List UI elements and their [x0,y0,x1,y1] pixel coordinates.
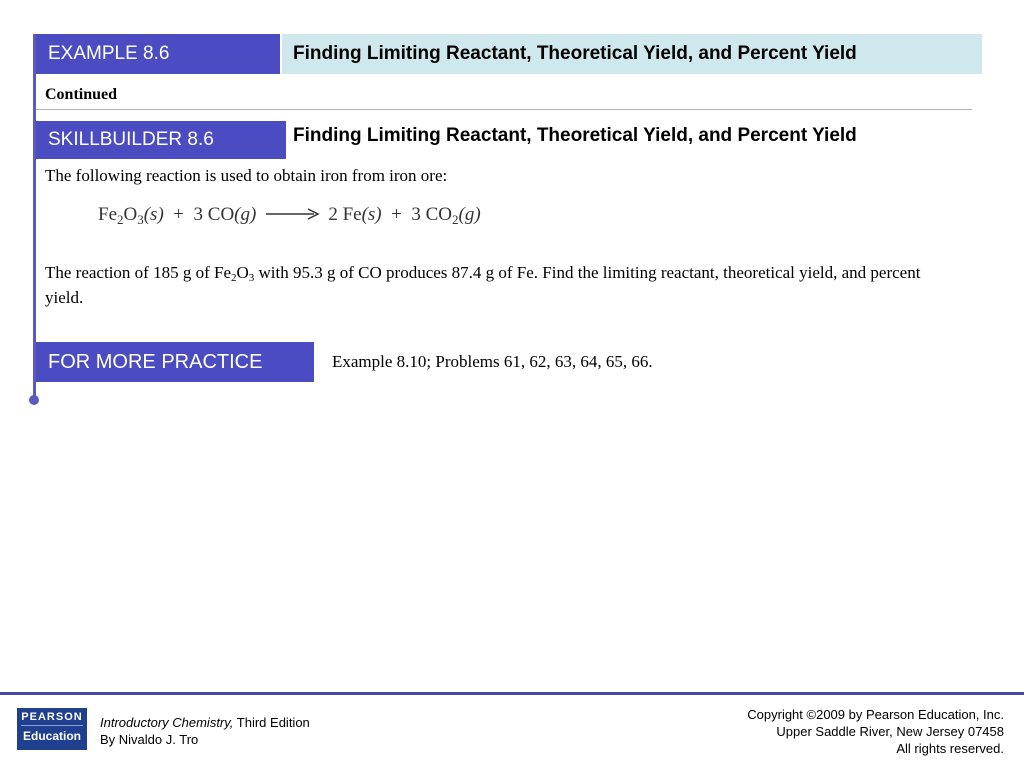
book-edition: Third Edition [233,715,310,730]
example-label: EXAMPLE 8.6 [36,34,280,74]
book-author: By Nivaldo J. Tro [100,732,199,747]
intro-text: The following reaction is used to obtain iron from iron ore: [45,166,448,185]
reactant-2: 3 CO(g) [193,204,257,225]
pearson-logo: PEARSON Education [17,708,87,750]
book-info [100,714,310,748]
skillbuilder-title: Finding Limiting Reactant, Theoretical Yield, and Percent Yield [293,125,857,146]
product-2: 3 $CO_2(g)$ [411,204,481,227]
example-title: Finding Limiting Reactant, Theoretical Yield, and Percent Yield [282,34,982,74]
for-more-practice-label: FOR MORE PRACTICE [36,342,314,382]
skillbuilder-label: SKILLBUILDER 8.6 [36,121,286,159]
plus-sign: + [173,204,185,225]
problem-text: The reaction of 185 g of $Fe_2O_3$ with 95.3 g of CO produces 87.4 g of Fe. Find the limiting reactant, theoretical yield, and percent yield. [45,263,921,307]
reaction-arrow-icon [264,204,320,216]
plus-sign: + [391,204,402,225]
product-1: 2 Fe(s) [328,204,382,225]
reactant-1: $Fe_2O_3(s)$ [98,204,164,227]
for-more-practice-text: Example 8.10; Problems 61, 62, 63, 64, 65, 66. [332,352,653,371]
book-title: Introductory Chemistry, [100,715,234,730]
section-divider [36,109,972,110]
footer-rule [0,692,1024,695]
copyright-notice: Copyright ©2009 by Pearson Education, Inc. Upper Saddle River, New Jersey 07458 All rights reserved. [747,707,1004,756]
chemical-equation [98,204,481,228]
continued-label: Continued [45,86,118,103]
rule-end-dot [29,395,39,405]
